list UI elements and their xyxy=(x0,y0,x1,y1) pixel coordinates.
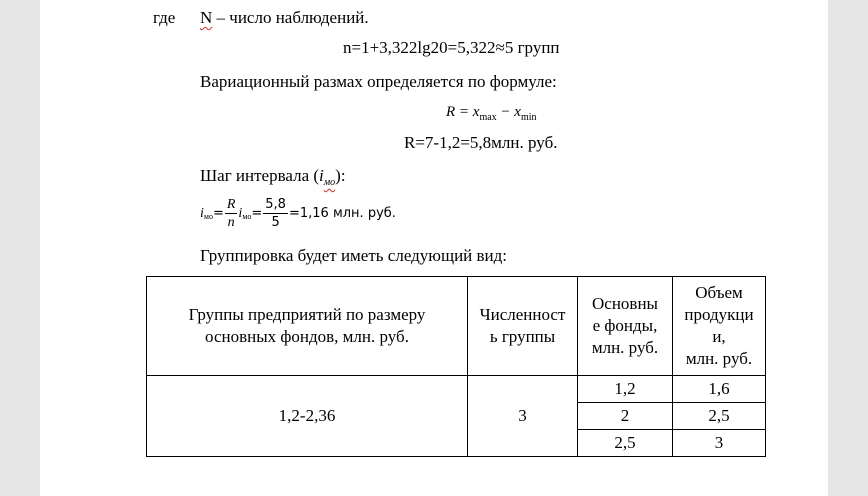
header-output-line: продукци xyxy=(684,305,754,324)
fraction-denominator: n xyxy=(227,215,235,230)
header-funds-line: млн. руб. xyxy=(591,338,659,357)
fraction-r-over-n xyxy=(225,196,238,231)
table-row xyxy=(147,376,766,403)
step-formula-sub: мо xyxy=(203,212,213,221)
range-intro: Вариационный размах определяется по формуле: xyxy=(200,72,557,91)
header-count-line: Численност xyxy=(479,305,566,324)
header-count xyxy=(468,277,578,376)
funds-cell: 1,2 xyxy=(578,376,673,403)
step-intro-close: ): xyxy=(335,166,346,185)
step-formula-sub2: мо xyxy=(242,212,252,221)
x-max-symbol: = x xyxy=(455,104,480,120)
sturges-formula: n=1+3,322lg20=5,322≈5 групп xyxy=(343,38,560,57)
where-word: где xyxy=(153,8,176,27)
step-formula-i2: i xyxy=(238,206,243,221)
r-symbol: R xyxy=(446,104,456,120)
table-header-row xyxy=(147,277,766,376)
max-subscript: max xyxy=(479,112,497,123)
range-formula xyxy=(446,102,537,124)
output-cell: 3 xyxy=(673,430,766,457)
fraction-values xyxy=(263,196,288,231)
step-formula-i: i xyxy=(200,206,204,221)
header-funds xyxy=(578,277,673,376)
header-count-line: ь группы xyxy=(489,327,556,346)
step-i-subscript: мо xyxy=(323,177,336,188)
header-output-line: млн. руб. xyxy=(685,349,753,368)
output-cell: 2,5 xyxy=(673,403,766,430)
fraction-value-denominator: 5 xyxy=(271,215,280,230)
fraction-numerator: R xyxy=(226,197,236,212)
step-formula: i мо = $\frac{R}{n}$ i мо = $\frac{5,8}{5}$ =1,16 млн. руб. xyxy=(200,197,396,230)
step-intro xyxy=(200,166,346,189)
header-groups xyxy=(147,277,468,376)
grouping-intro: Группировка будет иметь следующий вид: xyxy=(200,246,508,265)
step-formula-result: =1,16 млн. руб. xyxy=(288,206,396,221)
header-funds-line: Основны xyxy=(592,294,658,313)
header-output-line: Объем xyxy=(695,283,743,302)
header-output-line: и, xyxy=(712,327,726,346)
output-cell: 1,6 xyxy=(673,376,766,403)
funds-cell: 2 xyxy=(578,403,673,430)
x-min-symbol: − x xyxy=(496,104,521,120)
header-groups-line: основных фондов, млн. руб. xyxy=(205,327,409,346)
group-count-cell: 3 xyxy=(468,376,578,457)
n-symbol: N xyxy=(200,8,213,27)
min-subscript: min xyxy=(520,112,537,123)
funds-cell: 2,5 xyxy=(578,430,673,457)
grouping-table xyxy=(146,276,766,457)
header-groups-line: Группы предприятий по размеру xyxy=(188,305,426,324)
n-definition xyxy=(200,8,369,28)
range-calculation: R=7-1,2=5,8млн. руб. xyxy=(404,133,558,152)
step-i-symbol: i xyxy=(319,166,324,185)
header-funds-line: е фонды, xyxy=(592,316,658,335)
step-intro-text: Шаг интервала ( xyxy=(200,166,320,185)
header-output xyxy=(673,277,766,376)
n-description: – число наблюдений. xyxy=(212,8,369,27)
fraction-value-numerator: 5,8 xyxy=(265,197,286,212)
group-range-cell: 1,2-2,36 xyxy=(147,376,468,457)
